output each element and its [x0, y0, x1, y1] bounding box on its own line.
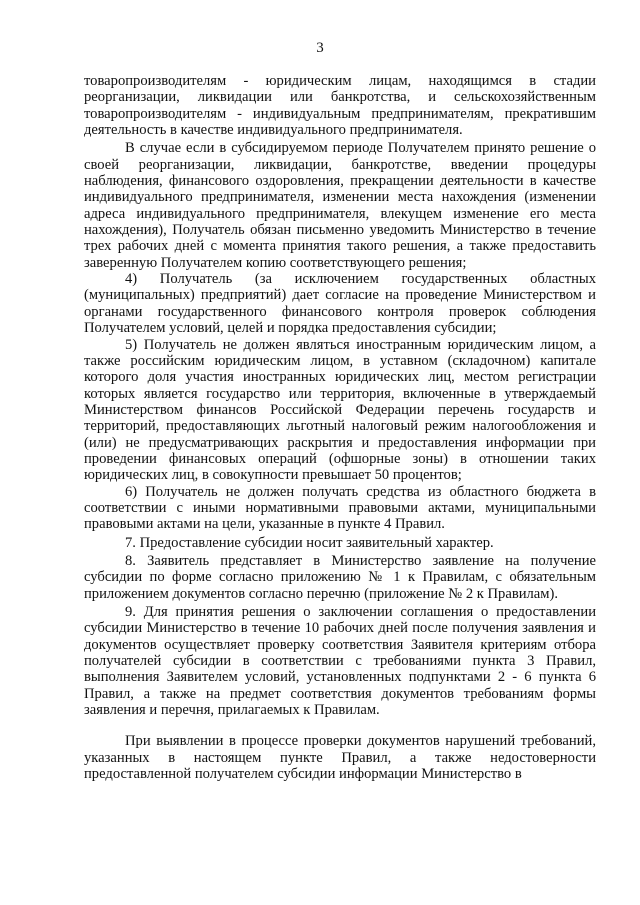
- paragraph-8: 8. Заявитель представляет в Министерство заявление на получение субсидии по форме согласно приложению № 1 к Правилам, с обязательным приложением документов согласно перечню (приложение № 2 к Правилам).: [84, 552, 596, 602]
- paragraph-item-5: 5) Получатель не должен являться иностранным юридическим лицом, а также российским юридическим лицом, в уставном (складочном) капитале которого доля участия иностранных юридических лиц, местом регистрации которых является государство или территория, включенные в утверждаемый Министерством финансов Российской Федерации перечень государств и территорий, предоставляющих льготный налоговый режим налогообложения и (или) не предусматривающих раскрытия и предоставления информации при проведении финансовых операций (офшорные зоны) в отношении таких юридических лиц, в совокупности превышает 50 процентов;: [84, 336, 596, 484]
- paragraph-item-6: 6) Получатель не должен получать средства из областного бюджета в соответствии с иными нормативными правовыми актами, муниципальными правовыми актами на цели, указанные в пункте 4 Правил.: [84, 483, 596, 533]
- paragraph-9: 9. Для принятия решения о заключении соглашения о предоставлении субсидии Министерство в течение 10 рабочих дней после получения заявления и документов осуществляет проверку соответствия Заявителя критериям отбора получателей субсидии в соответствии с требованиями пункта 3 Правил, выполнения Заявителем условий, установленных подпунктами 2 - 6 пункта 6 Правил, а также на предмет соответствия документов требованиям формы заявления и перечня, прилагаемых к Правилам.: [84, 604, 596, 719]
- page-number: 3: [316, 40, 324, 56]
- paragraph-continuation: товаропроизводителям - юридическим лицам, находящимся в стадии реорганизации, ликвидации или банкротства, и сельскохозяйственным товаропроизводителям - индивидуальным предпринимателям, прекратившим деятельность в качестве индивидуального предпринимателя.: [84, 73, 596, 139]
- document-body: [84, 73, 596, 782]
- paragraph-violations: При выявлении в процессе проверки документов нарушений требований, указанных в настоящем пункте Правил, а также недостоверности предоставленной получателем субсидии информации Министерство в: [84, 733, 596, 783]
- paragraph-item-4: 4) Получатель (за исключением государственных областных (муниципальных) предприятий) дает согласие на проведение Министерством и органами государственного финансового контроля проверок соблюдения Получателем условий, целей и порядка предоставления субсидии;: [84, 271, 596, 337]
- paragraph-7: 7. Предоставление субсидии носит заявительный характер.: [125, 534, 494, 551]
- paragraph-notification: В случае если в субсидируемом периоде Получателем принято решение о своей реорганизации, ликвидации, банкротстве, введении процедуры наблюдения, финансового оздоровления, прекращении деятельности в качестве индивидуального предпринимателя, изменении места нахождения (изменении адреса индивидуального предпринимателя, влекущем изменение его места нахождения), Получатель обязан письменно уведомить Министерство в течение трех рабочих дней с момента принятия такого решения, а также предоставить заверенную Получателем копию соответствующего решения;: [84, 140, 596, 271]
